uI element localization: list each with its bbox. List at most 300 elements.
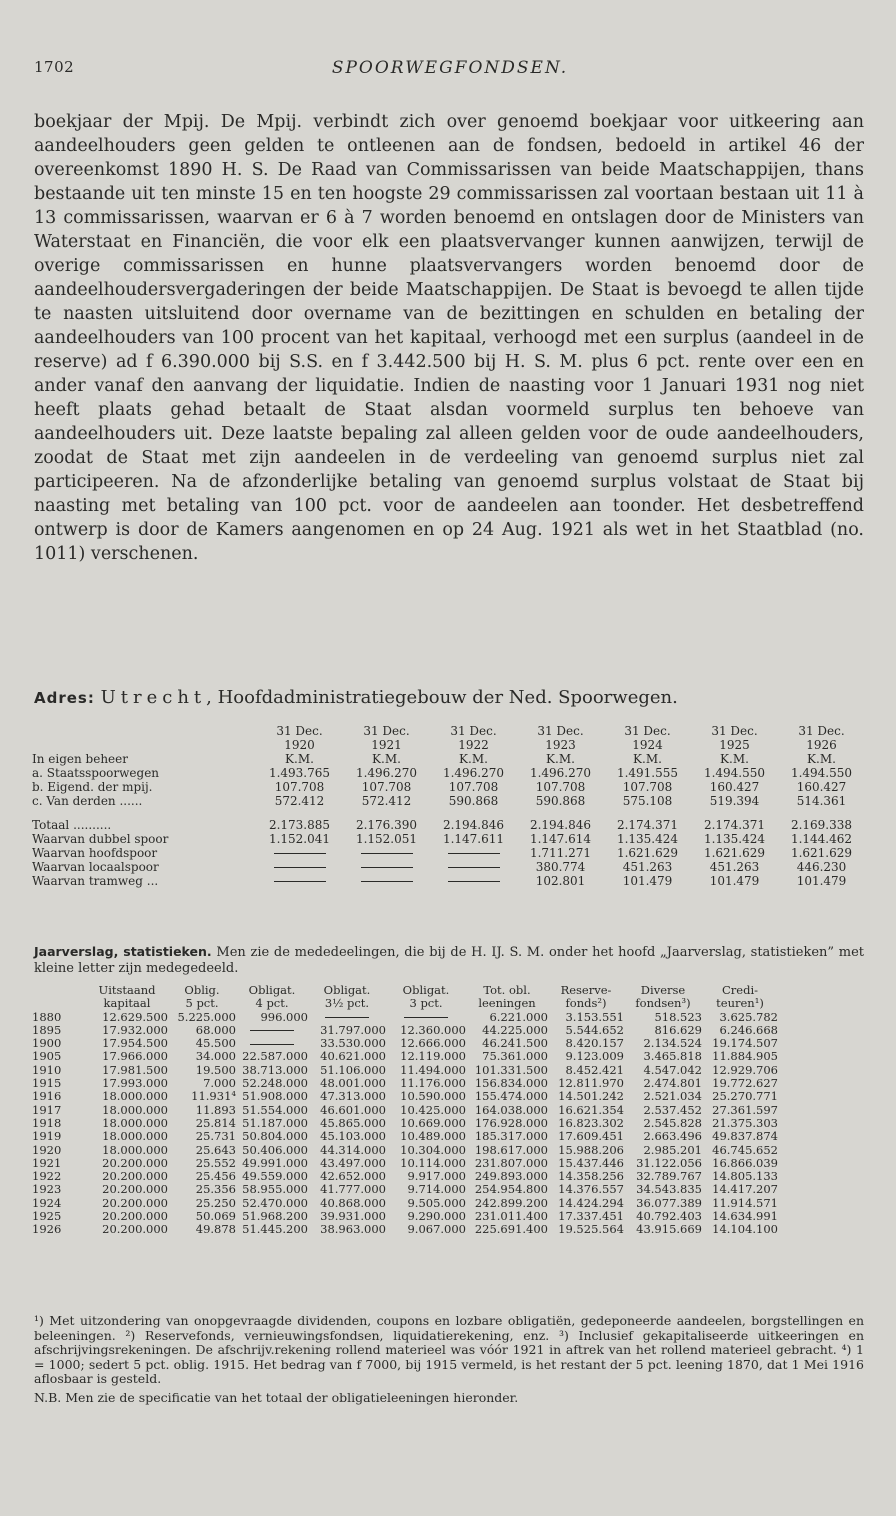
km-sub-row — [32, 874, 865, 888]
financial-value: 176.928.000 — [474, 1115, 548, 1130]
km-value: 519.394 — [709, 794, 760, 808]
financial-row — [32, 1104, 778, 1117]
financial-value: 6.221.000 — [489, 1009, 548, 1024]
financial-value: 51.554.000 — [242, 1102, 308, 1117]
financial-year: 1921 — [32, 1155, 62, 1170]
financial-value: 43.497.000 — [320, 1155, 386, 1170]
financial-value: 40.868.000 — [320, 1195, 386, 1210]
km-value: 1.135.424 — [703, 832, 766, 846]
financial-value: 46.241.500 — [482, 1036, 548, 1051]
km-value: 1920 — [284, 738, 315, 752]
financial-value: 51.187.000 — [242, 1115, 308, 1130]
km-value: 31 Dec. — [798, 724, 845, 738]
financial-value: 12.929.706 — [712, 1062, 778, 1077]
km-value: K.M. — [372, 752, 401, 766]
financial-value: 19.525.564 — [558, 1222, 624, 1237]
financial-value: 20.200.000 — [102, 1195, 168, 1210]
financial-value: 8.452.421 — [565, 1062, 624, 1077]
body-paragraph — [34, 110, 864, 566]
financial-value: 14.634.991 — [712, 1209, 778, 1224]
km-value: 107.708 — [361, 780, 412, 794]
financial-value: 17.609.451 — [558, 1129, 624, 1144]
financial-value: 254.954.800 — [474, 1182, 548, 1197]
financial-row — [32, 1157, 778, 1170]
km-value: 451.263 — [709, 860, 760, 874]
financial-value: 19.500 — [195, 1062, 236, 1077]
financial-column-header — [32, 984, 86, 997]
km-value: 1926 — [806, 738, 837, 752]
financial-value: 50.069 — [195, 1209, 236, 1224]
km-header-blank — [32, 724, 256, 738]
financial-column-header — [32, 997, 86, 1010]
km-total-label: Totaal .......... — [32, 818, 112, 832]
financial-value: 11.931⁴ — [191, 1089, 236, 1104]
financial-year: 1919 — [32, 1129, 62, 1144]
financial-year: 1918 — [32, 1115, 62, 1130]
km-value — [430, 846, 517, 860]
financial-value: 17.337.451 — [558, 1209, 624, 1224]
km-value: 2.174.371 — [703, 818, 766, 832]
financial-value: 14.501.242 — [558, 1089, 624, 1104]
km-sub-row — [32, 832, 865, 846]
financial-year: 1920 — [32, 1142, 62, 1157]
km-value — [256, 874, 343, 888]
km-value: 572.412 — [274, 794, 325, 808]
financial-value: 49.991.000 — [242, 1155, 308, 1170]
financial-value: 155.474.000 — [474, 1089, 548, 1104]
km-row-label: Waarvan hoofdspoor — [32, 846, 158, 860]
km-value: 107.708 — [274, 780, 325, 794]
financial-value: 75.361.000 — [482, 1049, 548, 1064]
empty-dash — [361, 867, 413, 868]
financial-value: 40.792.403 — [636, 1209, 702, 1224]
financial-value: 21.375.303 — [712, 1115, 778, 1130]
financial-column-header: fondsen³) — [635, 996, 691, 1011]
km-value: 31 Dec. — [711, 724, 758, 738]
km-value: 1.147.614 — [529, 832, 592, 846]
empty-dash — [325, 1017, 369, 1018]
financial-value: 2.521.034 — [643, 1089, 702, 1104]
financial-value: 12.811.970 — [558, 1076, 624, 1091]
financial-value: 11.914.571 — [712, 1195, 778, 1210]
financial-value: 242.899.200 — [474, 1195, 548, 1210]
km-unit-label: In eigen beheer — [32, 752, 128, 766]
km-value — [430, 860, 517, 874]
financial-value: 46.745.652 — [712, 1142, 778, 1157]
financial-value: 10.304.000 — [400, 1142, 466, 1157]
km-value: 2.174.371 — [616, 818, 679, 832]
km-header-dates — [32, 724, 865, 738]
km-value: 101.479 — [796, 874, 847, 888]
financial-value: 9.714.000 — [407, 1182, 466, 1197]
financial-value: 68.000 — [195, 1022, 236, 1037]
km-value: K.M. — [633, 752, 662, 766]
financial-value: 20.200.000 — [102, 1169, 168, 1184]
financial-row — [32, 1077, 778, 1090]
km-value: 2.194.846 — [442, 818, 505, 832]
financial-value: 25.456 — [195, 1169, 236, 1184]
financial-value: 50.406.000 — [242, 1142, 308, 1157]
running-title: SPOORWEGFONDSEN. — [331, 58, 569, 78]
financial-value: 18.000.000 — [102, 1129, 168, 1144]
financial-value — [386, 1011, 466, 1024]
financial-value: 10.425.000 — [400, 1102, 466, 1117]
km-value: K.M. — [459, 752, 488, 766]
empty-dash — [274, 881, 326, 882]
financial-value: 5.225.000 — [177, 1009, 236, 1024]
empty-dash — [448, 867, 500, 868]
financial-value: 11.884.905 — [712, 1049, 778, 1064]
km-value: 590.868 — [448, 794, 499, 808]
km-row-label: Waarvan locaalspoor — [32, 860, 159, 874]
km-value: 1925 — [719, 738, 750, 752]
financial-value: 185.317.000 — [474, 1129, 548, 1144]
km-table — [32, 724, 865, 888]
financial-value: 25.270.771 — [712, 1089, 778, 1104]
km-value: 107.708 — [535, 780, 586, 794]
financial-value: 25.552 — [195, 1155, 236, 1170]
financial-value: 42.652.000 — [320, 1169, 386, 1184]
km-header-blank — [32, 738, 256, 752]
financial-row — [32, 1144, 778, 1157]
financial-year: 1917 — [32, 1102, 62, 1117]
financial-value: 3.625.782 — [719, 1009, 778, 1024]
financial-value: 16.621.354 — [558, 1102, 624, 1117]
financial-value: 17.932.000 — [102, 1022, 168, 1037]
financial-value: 49.559.000 — [242, 1169, 308, 1184]
km-value: 31 Dec. — [276, 724, 323, 738]
financial-value: 49.878 — [195, 1222, 236, 1237]
financial-value: 38.963.000 — [320, 1222, 386, 1237]
financial-value: 12.666.000 — [400, 1036, 466, 1051]
empty-dash — [250, 1044, 294, 1045]
financial-value: 49.837.874 — [712, 1129, 778, 1144]
km-value: 1921 — [371, 738, 402, 752]
financial-year: 1895 — [32, 1022, 62, 1037]
financial-row — [32, 1050, 778, 1063]
financial-value: 51.968.200 — [242, 1209, 308, 1224]
financial-column-header: Obligat. — [323, 983, 371, 997]
financial-value: 18.000.000 — [102, 1102, 168, 1117]
km-value: 101.479 — [709, 874, 760, 888]
km-value: 31 Dec. — [450, 724, 497, 738]
financial-value: 58.955.000 — [242, 1182, 308, 1197]
financial-value: 19.174.507 — [712, 1036, 778, 1051]
km-value — [343, 874, 430, 888]
financial-value: 46.601.000 — [320, 1102, 386, 1117]
financial-value: 51.908.000 — [242, 1089, 308, 1104]
financial-value: 33.530.000 — [320, 1036, 386, 1051]
financial-row — [32, 1117, 778, 1130]
km-value: 1924 — [632, 738, 663, 752]
km-value: 572.412 — [361, 794, 412, 808]
km-value — [343, 846, 430, 860]
financial-value: 17.954.500 — [102, 1036, 168, 1051]
km-value: 514.361 — [796, 794, 847, 808]
km-value: 101.479 — [622, 874, 673, 888]
km-value: 1.135.424 — [616, 832, 679, 846]
financial-value: 14.104.100 — [712, 1222, 778, 1237]
km-value: K.M. — [546, 752, 575, 766]
financial-value: 11.176.000 — [400, 1076, 466, 1091]
financial-column-header: kapitaal — [103, 996, 151, 1011]
financial-value: 10.114.000 — [400, 1155, 466, 1170]
address-rest: , Hoofdadministratiegebouw der Ned. Spoorwegen. — [206, 687, 678, 708]
financial-value: 14.358.256 — [558, 1169, 624, 1184]
page-header — [34, 58, 866, 84]
financial-value: 5.544.652 — [565, 1022, 624, 1037]
financial-value: 2.474.801 — [643, 1076, 702, 1091]
empty-dash — [404, 1017, 448, 1018]
km-value: 160.427 — [709, 780, 760, 794]
financial-header-row — [32, 984, 778, 997]
financial-year: 1922 — [32, 1169, 62, 1184]
footnote-text: ¹) Met uitzondering van onopgevraagde dividenden, coupons en lozbare obligatiën, gedeponeerde aandeelen, borgstellingen en beleeningen. ²) Reservefonds, vernieuwingsfondsen, liquidatierekening, enz. ³) Inclusief gekapitaliseerde uitkeeringen en afschrijvingsrekeningen. De afschrijv.rekening rollend materieel was vóór 1921 in aftrek van het rollend materieel gebracht. ⁴) 1 = 1000; sedert 5 pct. oblig. 1915. Het bedrag van f 7000, bij 1915 vermeld, is het restant der 5 pct. leening 1870, dat 1 Mei 1916 aflosbaar is gesteld. — [34, 1313, 864, 1387]
financial-value: 25.356 — [195, 1182, 236, 1197]
financial-row — [32, 1064, 778, 1077]
financial-value: 2.134.524 — [643, 1036, 702, 1051]
financial-value: 25.731 — [195, 1129, 236, 1144]
financial-value: 34.000 — [195, 1049, 236, 1064]
km-row — [32, 766, 865, 780]
financial-value: 14.424.294 — [558, 1195, 624, 1210]
financial-value: 9.917.000 — [407, 1169, 466, 1184]
km-row — [32, 780, 865, 794]
financial-value: 39.931.000 — [320, 1209, 386, 1224]
financial-value: 4.547.042 — [643, 1062, 702, 1077]
financial-value: 45.500 — [195, 1036, 236, 1051]
financial-value: 22.587.000 — [242, 1049, 308, 1064]
financial-value: 52.470.000 — [242, 1195, 308, 1210]
address-label: Adres: — [34, 689, 95, 707]
financial-year: 1905 — [32, 1049, 62, 1064]
financial-row — [32, 1197, 778, 1210]
financial-column-header: 4 pct. — [255, 996, 289, 1011]
km-row-label: a. Staatsspoorwegen — [32, 766, 160, 780]
financial-value: 16.823.302 — [558, 1115, 624, 1130]
financial-year: 1910 — [32, 1062, 62, 1077]
financial-value: 17.993.000 — [102, 1076, 168, 1091]
km-value: 31 Dec. — [537, 724, 584, 738]
financial-value: 17.966.000 — [102, 1049, 168, 1064]
km-value: 1.496.270 — [529, 766, 592, 780]
financial-year: 1880 — [32, 1009, 62, 1024]
financial-year: 1915 — [32, 1076, 62, 1091]
financial-value: 3.465.818 — [643, 1049, 702, 1064]
empty-dash — [361, 853, 413, 854]
km-value: 31 Dec. — [363, 724, 410, 738]
statistics-heading — [34, 944, 864, 977]
km-value — [256, 860, 343, 874]
financial-column-header: 3 pct. — [409, 996, 443, 1011]
paragraph-text: boekjaar der Mpij. De Mpij. verbindt zich over genoemd boekjaar voor uitkeering aan aandeelhouders geen gelden te ontleenen aan de fondsen, bedoeld in artikel 46 der overeenkomst 1890 H. S. De Raad van Commissarissen van beide Maatschappijen, thans bestaande uit ten minste 15 en ten hoogste 29 commissarissen zal voortaan bestaan uit 11 à 13 commissarissen, waarvan er 6 à 7 worden benoemd en ontslagen door de Ministers van Waterstaat en Financiën, die voor elk een plaatsvervanger kunnen aanwijzen, terwijl de overige commissarissen en hunne plaatsvervangers worden benoemd door de aandeelhoudersvergaderingen der beide Maatschappijen. De Staat is bevoegd te allen tijde te naasten uitsluitend door overname van de bezittingen en schulden en betaling der aandeelhouders van 100 procent van het kapitaal, verhoogd met een surplus (aandeel in de reserve) ad f 6.390.000 bij S.S. en f 3.442.500 bij H. S. M. plus 6 pct. rente over een en ander vanaf den aanvang der liquidatie. Indien de naasting voor 1 Januari 1931 nog niet heeft plaats gehad betaalt de Staat alsdan voormeld surplus ten behoeve van aandeelhouders uit. Deze laatste bepaling zal alleen gelden voor de oude aandeelhouders, zoodat de Staat met zijn aandeelen in de verdeeling van genoemd surplus niet zal participeeren. Na de afzonderlijke betaling van genoemd surplus volstaat de Staat bij naasting met betaling van 100 pct. voor de aandeelen aan toonder. Het desbetreffend ontwerp is door de Kamers aangenomen en op 24 Aug. 1921 als wet in het Staatblad (no. 1011) verschenen. — [34, 112, 864, 564]
financial-row — [32, 1024, 778, 1037]
km-row-label: Waarvan tramweg ... — [32, 874, 159, 888]
km-value: 2.194.846 — [529, 818, 592, 832]
km-value: 2.169.338 — [790, 818, 853, 832]
km-value: 380.774 — [535, 860, 586, 874]
financial-value: 14.417.207 — [712, 1182, 778, 1197]
financial-row — [32, 1130, 778, 1143]
financial-value: 40.621.000 — [320, 1049, 386, 1064]
financial-column-header: 3½ pct. — [324, 996, 370, 1011]
financial-column-header: Uitstaand — [98, 983, 156, 997]
financial-value: 14.805.133 — [712, 1169, 778, 1184]
empty-dash — [274, 867, 326, 868]
financial-value: 3.153.551 — [565, 1009, 624, 1024]
address-city: Utrecht — [100, 687, 207, 708]
financial-value: 18.000.000 — [102, 1089, 168, 1104]
km-value: 160.427 — [796, 780, 847, 794]
empty-dash — [250, 1030, 294, 1031]
financial-table — [32, 984, 778, 1237]
km-row-label: c. Van derden ...... — [32, 794, 143, 808]
financial-value: 12.629.500 — [102, 1009, 168, 1024]
empty-dash — [274, 853, 326, 854]
financial-row — [32, 1090, 778, 1103]
km-value: 1922 — [458, 738, 489, 752]
financial-value: 31.122.056 — [636, 1155, 702, 1170]
km-value: 1923 — [545, 738, 576, 752]
km-value: 2.176.390 — [355, 818, 418, 832]
empty-dash — [448, 881, 500, 882]
financial-value: 25.250 — [195, 1195, 236, 1210]
km-value: 1.621.629 — [703, 846, 766, 860]
financial-value: 25.814 — [195, 1115, 236, 1130]
km-value: 107.708 — [622, 780, 673, 794]
km-value: 2.173.885 — [268, 818, 331, 832]
financial-value: 9.505.000 — [407, 1195, 466, 1210]
km-value: 1.711.271 — [529, 846, 592, 860]
financial-value: 44.314.000 — [320, 1142, 386, 1157]
km-value: K.M. — [285, 752, 314, 766]
statistics-label: Jaarverslag, statistieken. — [34, 944, 212, 959]
financial-value: 15.437.446 — [558, 1155, 624, 1170]
financial-value: 20.200.000 — [102, 1182, 168, 1197]
financial-value: 32.789.767 — [636, 1169, 702, 1184]
financial-value: 9.067.000 — [407, 1222, 466, 1237]
financial-column-header: Obligat. — [402, 983, 450, 997]
km-value: 1.493.765 — [268, 766, 331, 780]
financial-value: 45.103.000 — [320, 1129, 386, 1144]
financial-value: 12.119.000 — [400, 1049, 466, 1064]
km-sub-row — [32, 846, 865, 860]
financial-value: 10.590.000 — [400, 1089, 466, 1104]
km-value: 1.494.550 — [790, 766, 853, 780]
financial-value: 47.313.000 — [320, 1089, 386, 1104]
footnotes — [34, 1314, 864, 1406]
km-total-row — [32, 808, 865, 832]
financial-row — [32, 1170, 778, 1183]
financial-value: 17.981.500 — [102, 1062, 168, 1077]
financial-value: 7.000 — [203, 1076, 236, 1091]
financial-column-header: Obligat. — [248, 983, 296, 997]
financial-value — [308, 1011, 386, 1024]
financial-value: 50.804.000 — [242, 1129, 308, 1144]
financial-column-header: leeningen — [478, 996, 536, 1011]
financial-row — [32, 1011, 778, 1024]
footnote-nb: N.B. Men zie de specificatie van het totaal der obligatieleeningen hieronder. — [34, 1389, 519, 1405]
km-value — [256, 846, 343, 860]
financial-value: 43.915.669 — [636, 1222, 702, 1237]
financial-value: 38.713.000 — [242, 1062, 308, 1077]
financial-value: 164.038.000 — [474, 1102, 548, 1117]
financial-value: 156.834.000 — [474, 1076, 548, 1091]
financial-value: 34.543.835 — [636, 1182, 702, 1197]
km-value: 107.708 — [448, 780, 499, 794]
km-value — [343, 860, 430, 874]
financial-value: 518.523 — [654, 1009, 702, 1024]
financial-value: 16.866.039 — [712, 1155, 778, 1170]
financial-value: 249.893.000 — [474, 1169, 548, 1184]
empty-dash — [448, 853, 500, 854]
financial-column-header: Diverse — [640, 983, 686, 997]
financial-value: 816.629 — [654, 1022, 702, 1037]
financial-value: 231.011.400 — [474, 1209, 548, 1224]
financial-value: 51.106.000 — [320, 1062, 386, 1077]
km-row — [32, 794, 865, 808]
financial-value — [236, 1024, 308, 1037]
km-value: 1.496.270 — [442, 766, 505, 780]
financial-value: 51.445.200 — [242, 1222, 308, 1237]
financial-value: 41.777.000 — [320, 1182, 386, 1197]
statistics-text: Men zie de mededeelingen, die bij de H. IJ. S. M. onder het hoofd „Jaarverslag, statistieken” met kleine letter zijn medegedeeld. — [34, 945, 864, 976]
financial-value: 225.691.400 — [474, 1222, 548, 1237]
financial-value: 20.200.000 — [102, 1155, 168, 1170]
financial-value: 36.077.389 — [636, 1195, 702, 1210]
financial-value — [236, 1037, 308, 1050]
financial-value: 52.248.000 — [242, 1076, 308, 1091]
financial-column-header: Tot. obl. — [483, 983, 531, 997]
financial-value: 14.376.557 — [558, 1182, 624, 1197]
km-value — [430, 874, 517, 888]
page-number: 1702 — [34, 58, 75, 76]
km-value: K.M. — [807, 752, 836, 766]
financial-column-header: fonds²) — [565, 996, 607, 1011]
km-value: 446.230 — [796, 860, 847, 874]
km-value: K.M. — [720, 752, 749, 766]
financial-row — [32, 1183, 778, 1196]
financial-value: 2.545.828 — [643, 1115, 702, 1130]
financial-column-header: Reserve- — [560, 983, 612, 997]
financial-value: 10.669.000 — [400, 1115, 466, 1130]
km-value: 451.263 — [622, 860, 673, 874]
financial-value: 2.537.452 — [643, 1102, 702, 1117]
financial-header-row — [32, 997, 778, 1010]
km-row-label: b. Eigend. der mpij. — [32, 780, 153, 794]
financial-row — [32, 1037, 778, 1050]
financial-value: 11.494.000 — [400, 1062, 466, 1077]
financial-column-header: 5 pct. — [185, 996, 219, 1011]
km-value: 1.491.555 — [616, 766, 679, 780]
financial-value: 25.643 — [195, 1142, 236, 1157]
financial-value: 8.420.157 — [565, 1036, 624, 1051]
financial-value: 996.000 — [260, 1009, 308, 1024]
km-value: 590.868 — [535, 794, 586, 808]
financial-row — [32, 1210, 778, 1223]
financial-value: 11.893 — [195, 1102, 236, 1117]
km-value: 1.152.051 — [355, 832, 418, 846]
financial-column-header: Credi- — [721, 983, 759, 997]
km-unit-row — [32, 752, 865, 766]
km-value: 1.496.270 — [355, 766, 418, 780]
financial-value: 2.663.496 — [643, 1129, 702, 1144]
financial-value: 45.865.000 — [320, 1115, 386, 1130]
financial-value: 44.225.000 — [482, 1022, 548, 1037]
financial-year: 1926 — [32, 1222, 62, 1237]
financial-value: 6.246.668 — [719, 1022, 778, 1037]
financial-value: 9.123.009 — [565, 1049, 624, 1064]
